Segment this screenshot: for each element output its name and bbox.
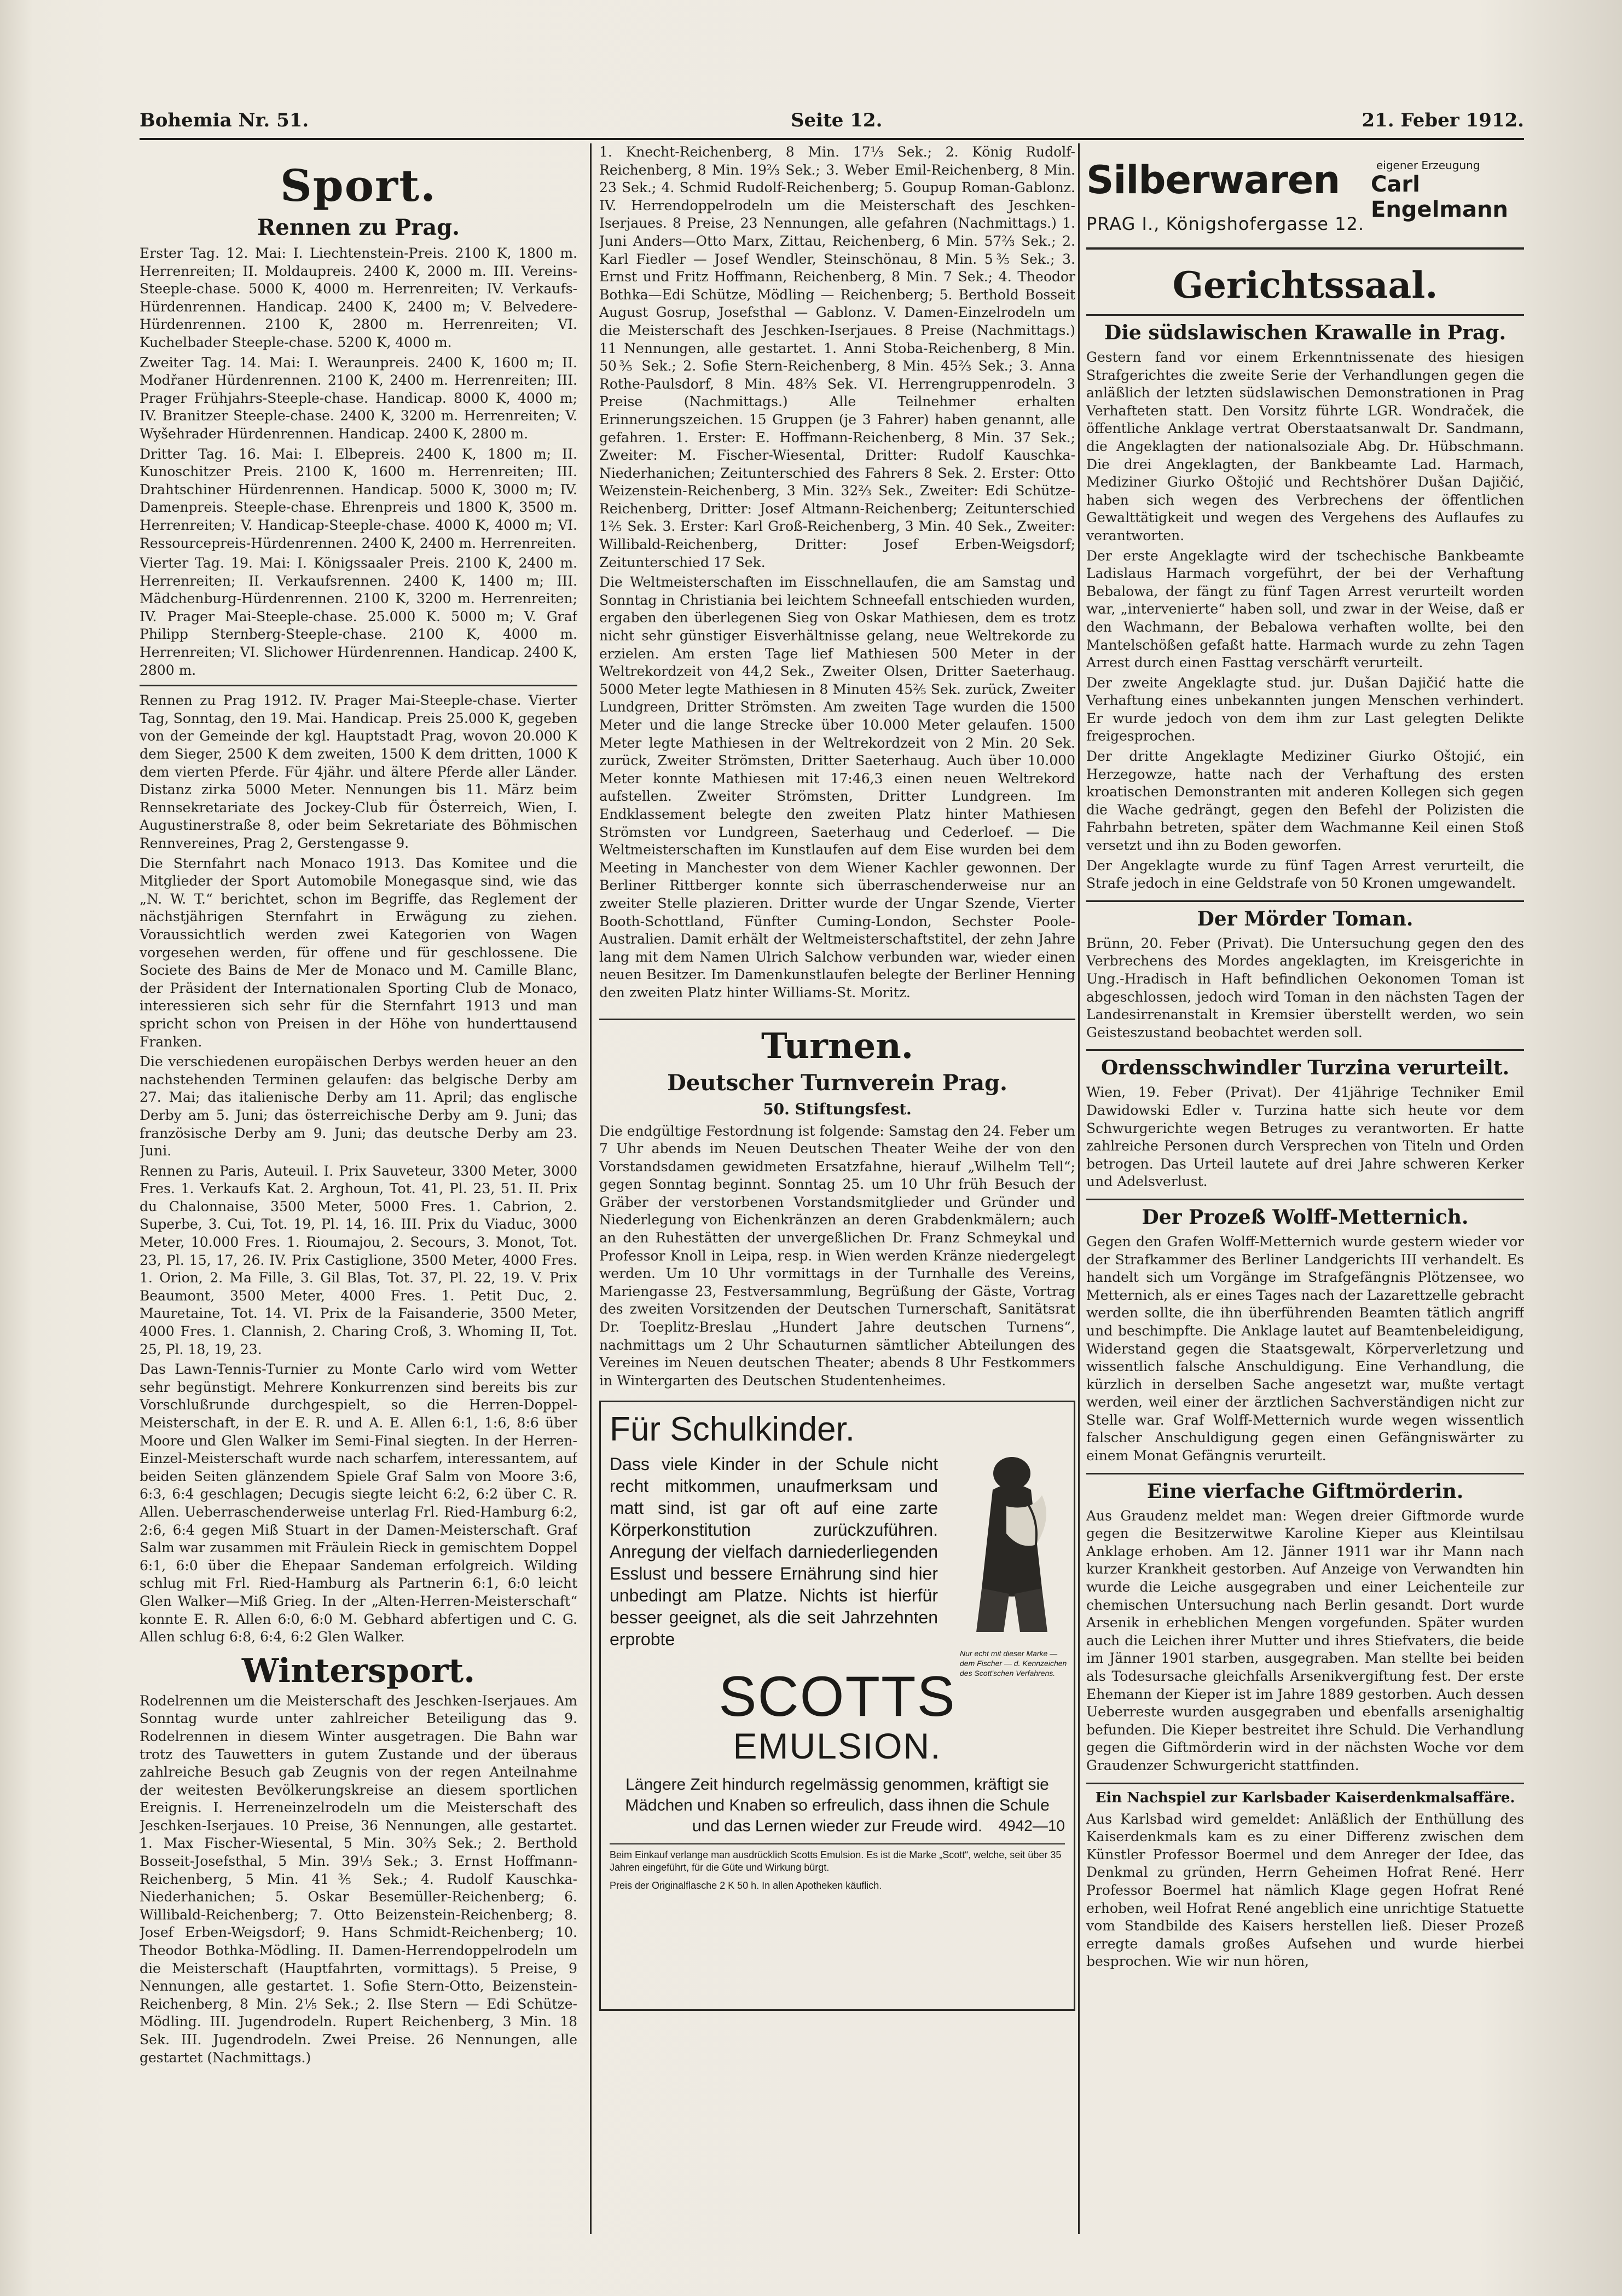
karlsbad-article: Aus Karlsbad wird gemeldet: Anläßlich der Enthüllung des Kaiserdenkmals kam es zu einer Differenz zwischen dem Künstler Professor Boermel und dem Anreger der Idee, das Denkmal zu gründen, Herrn Geheimen Hofrat René. Herr Professor Boermel hat nämlich Klage gegen Hofrat René erhoben, weil Hofrat René angeblich eine unrichtige Statuette vom Standbilde des Kaisers herstellen ließ. Dieser Prozeß erregte damals großes Aufsehen und wurde hierbei besprochen. Wie wir nun hören,: [1086, 1811, 1524, 1970]
column-court: [1086, 143, 1524, 2251]
toman-heading: Der Mörder Toman.: [1086, 900, 1524, 930]
riots-para-3: Der zweite Angeklagte stud. jur. Dušan Dajičić hatte die Verhaftung eines unbekannten jungen Menschen verhindert. Er wurde jedoch von dem ihm zur Last gelegten Delikte freigesprochen.: [1086, 674, 1524, 744]
ad-product: EMULSION.: [733, 1726, 942, 1767]
silverware-ad: [1086, 143, 1524, 250]
ad-price: Preis der Originalflasche 2 K 50 h. In allen Apotheken käuflich.: [610, 1880, 882, 1892]
silverware-address: PRAG I., Königshofergasse 12.: [1086, 213, 1365, 234]
poisoner-article: Aus Graudenz meldet man: Wegen dreier Giftmorde wurde gegen die Besitzerwitwe Karoline Kieper aus Kleintilsau Anklage erhoben. Am 12. Jänner 1911 war ihr Mann nach kurzer Krankheit gestorben. Auf Anzeige von Verwandten hin wurde die Leiche ausgegraben und einer Leichenteile zur chemischen Untersuchung nach Berlin gesandt. Dort wurde Arsenik in erheblichen Mengen vorgefunden. Später wurden auch die Leichen ihrer Mutter und ihres Stiefvaters, die beide im Jänner 1901 starben, ausgegraben. Man stellte bei beiden als Todesursache gleichfalls Arsenikvergiftung fest. Der erste Ehemann der Kieper ist im Jahre 1889 gestorben. Auch dessen Ueberreste wurden ausgegraben und ebenfalls arsenighaltig befunden. Die Kieper bestreitet ihre Schuld. Die Verhandlung gegen die Giftmörderin wird in der nächsten Woche vor dem Graudenzer Schwurgericht stattfinden.: [1086, 1507, 1524, 1773]
riots-para-5: Der Angeklagte wurde zu fünf Tagen Arrest verurteilt, die Strafe jedoch in eine Geldstrafe von 50 Kronen umgewandelt.: [1086, 857, 1524, 892]
tennis-article: Das Lawn-Tennis-Turnier zu Monte Carlo wird vom Wetter sehr begünstigt. Mehrere Konkurrenzen sind bereits bis zur Vorschlußrunde durchgespielt, so die Herren-Doppel-Meisterschaft, in der E. R. und A. E. Allen 6:1, 1:6, 8:6 über Moore und Glen Walker im Semi-Final siegten. In der Herren-Einzel-Meisterschaft wurde nach scharfem, interessantem, auf beiden Seiten glänzendem Spiele Graf Salm von Moore 3:6, 6:3, 6:4 geschlagen; Decugis siegte leicht 6:2, 6:2 über C. R. Allen. Ueberraschenderweise unterlag Frl. Ried-Hamburg 6:2, 2:6, 6:4 gegen Miß Stuart in der Damen-Meisterschaft. Graf Salm war zusammen mit Fräulein Rieck in gemischtem Doppel 6:1, 6:0 über die Ehepaar Sandeman erfolgreich. Wilding schlug mit Frl. Ried-Hamburg als Partnerin 6:1, 6:0 leicht Glen Walker—Miß Grieg. In der „Alten-Herren-Meisterschaft“ konnte E. R. Allen 6:0, 6:0 M. Gebhard abfertigen und C. G. Allen schlug 6:8, 6:4, 6:2 Glen Walker.: [140, 1361, 577, 1645]
race-day-3: Dritter Tag. 16. Mai: I. Elbepreis. 2400 K, 1800 m; II. Kunoschitzer Preis. 2100 K, 1600 m. Herrenreiten; III. Drahtschiner Hürdenrennen. Handicap. 5000 K, 3000 m; IV. Damenpreis. Steeple-chase. Ehrenpreis und 1800 K, 3500 m. Herrenreiten; V. Handicap-Steeple-chase. 4000 K, 4000 m; VI. Ressourcepreis-Hürdenrennen. 2400 K, 2400 m. Herrenreiten.: [140, 446, 577, 551]
steeplechase-article: Rennen zu Prag 1912. IV. Prager Mai-Steeple-chase. Vierter Tag, Sonntag, den 19. Mai. Handicap. Preis 25.000 K, gegeben von der Gemeinde der kgl. Hauptstadt Prag, wovon 20.000 K dem Sieger, 2500 K dem zweiten, 1500 K dem dritten, 1000 K dem vierten Pferde. Für 4jähr. und ältere Pferde aller Länder. Distanz zirka 5000 Meter. Nennungen bis 11. März beim Rennsekretariate des Jockey-Club für Österreich, Wien, I. Augustinerstraße 8, oder beim Sekretariate des Böhmischen Rennvereines, Prag 2, Gerstengasse 9.: [140, 692, 577, 851]
race-day-1: Erster Tag. 12. Mai: I. Liechtenstein-Preis. 2100 K, 1800 m. Herrenreiten; II. Moldaupreis. 2400 K, 2000 m. III. Vereins-Steeple-chase. 5000 K, 4000 m. Herrenreiten; IV. Verkaufs-Hürdenrennen. Handicap. 2400 K, 2400 m; V. Belvedere-Hürdenrennen. 2100 K, 2800 m. Herrenreiten; VI. Kuchelbader Steeple-chase. 5200 K, 4000 m.: [140, 245, 577, 350]
turzina-article: Wien, 19. Feber (Privat). Der 41jährige Techniker Emil Dawidowski Edler v. Turzina hatte sich heute vor dem Schwurgerichte wegen Betruges zu verantworten. Er hatte zahlreiche Personen durch Versprechen von Titeln und Orden betrogen. Das Urteil lautete auf drei Jahre schweren Kerker und Adelsverlust.: [1086, 1084, 1524, 1190]
ad-title: Für Schulkinder.: [610, 1410, 855, 1449]
page-header: [140, 109, 1524, 142]
header-date: 21. Feber 1912.: [1362, 109, 1524, 131]
paris-racing-article: Rennen zu Paris, Auteuil. I. Prix Sauveteur, 3300 Meter, 3000 Fres. 1. Verkaufs Kat. 2. Arghoun, Tot. 41, Pl. 23, 51. II. Prix du Chalonnaise, 3500 Meter, 5000 Fres. 1. Cabrion, 2. Superbe, 3. Cui, Tot. 19, Pl. 14, 16. III. Prix du Viaduc, 3000 Meter, 10.000 Fres. 1. Rioumajou, 2. Secours, 3. Monot, Tot. 23, Pl. 15, 17, 26. IV. Prix Castiglione, 3500 Meter, 4000 Fres. 1. Orion, 2. Ma Fille, 3. Gil Blas, Tot. 37, Pl. 22, 19. V. Prix Beaumont, 3500 Meter, 4000 Fres. 1. Petit Duc, 2. Mauretaine, Tot. 14. VI. Prix de la Faisanderie, 3500 Meter, 4000 Fres. 1. Clannish, 2. Charing Croß, 3. Whoming II, Tot. 25, Pl. 18, 19, 23.: [140, 1163, 577, 1357]
turnverein-heading: Deutscher Turnverein Prag.: [667, 1069, 1007, 1096]
ad-caption: Nur echt mit dieser Marke — dem Fischer — d. Kennzeichen des Scott'schen Verfahrens.: [960, 1649, 1067, 1678]
karlsbad-heading: Ein Nachspiel zur Karlsbader Kaiserdenkmalsaffäre.: [1086, 1783, 1524, 1806]
metternich-heading: Der Prozeß Wolff-Metternich.: [1086, 1199, 1524, 1229]
fisherman-icon: [960, 1446, 1064, 1643]
sledding-article: Rodelrennen um die Meisterschaft des Jeschken-Iserjaues. Am Sonntag wurde unter zahlreicher Beteiligung das 9. Rodelrennen in diesem Winter ausgetragen. Die Bahn war trotz des Tauwetters in gutem Zustande und der überaus zahlreiche Besuch gab Zeugnis von der regen Anteilnahme der weitesten Bevölkerungskreise an diesem sportlichen Ereignis. I. Herreneinzelrodeln um die Meisterschaft des Jeschken-Iserjaues. 10 Preise, 36 Nennungen, alle gestartet. 1. Max Fischer-Wiesental, 5 Min. 30⅔ Sek.; 2. Berthold Bosseit-Josefsthal, 5 Min. 39⅓ Sek.; 3. Ernst Hoffmann-Reichenberg, 5 Min. 41⅗ Sek.; 4. Rudolf Kauschka-Niederhanichen; 5. Oskar Besemüller-Reichenberg; 6. Willibald-Reichenberg; 7. Otto Beizenstein-Reichenberg; 8. Josef Erben-Weigsdorf; 9. Hans Schmidt-Reichenberg; 10. Theodor Bothka-Mödling. II. Damen-Herrendoppelrodeln um die Meisterschaft (Hauptfahrten, vormittags). 5 Preise, 9 Nennungen, alle gestartet. 1. Sofie Stern-Otto, Beizenstein-Reichenberg, 8 Min. 2⅕ Sek.; 2. Ilse Stern — Edi Schütze-Mödling. III. Jugendrodeln. Rupert Reichenberg, 3 Min. 18 Sek. III. Jugendrodeln. Zwei Preise. 26 Nennungen, alle gestartet (Nachmittags.): [140, 1692, 577, 2066]
turzina-heading: Ordensschwindler Turzina verurteilt.: [1086, 1049, 1524, 1079]
riots-para-4: Der dritte Angeklagte Mediziner Giurko Oštojić, ein Herzegowze, hatte nach der Verhaftung des ersten kroatischen Demonstranten mit anderen Kollegen sich gegen die Wache gedrängt, gegen den Befehl der Polizisten die Fahrbahn betreten, später dem Wachmanne Keil einen Stoß versetzt und ihn zu Boden geworfen.: [1086, 748, 1524, 854]
silverware-subtitle: eigener Erzeugung: [1376, 159, 1480, 172]
race-day-2: Zweiter Tag. 14. Mai: I. Weraunpreis. 2400 K, 1600 m; II. Modřaner Hürdenrennen. 2100 K, 2400 m. Herrenreiten; III. Prager Frühjahrs-Steeple-chase. Handicap. 8000 K, 4000 m; IV. Branitzer Steeple-chase. 2400 K, 3200 m. Herrenreiten; V. Wyšehrader Hürdenrennen. Handicap. 2400 K, 2800 m.: [140, 354, 577, 442]
derby-article: Die verschiedenen europäischen Derbys werden heuer an den nachstehenden Terminen gelaufen: das belgische Derby am 27. Mai; das italienische Derby am 11. April; das englische Derby am 5. Juni; das österreichische Derby am 9. Juni; das französische Derby am 9. Juni; das deutsche Derby am 23. Juni.: [140, 1054, 577, 1159]
skating-article: Die Weltmeisterschaften im Eisschnellaufen, die am Samstag und Sonntag in Christiania bei leichtem Schneefall entschieden wurden, ergaben den überlegenen Sieg von Oskar Mathiesen, dem es trotz nicht sehr günstiger Eisverhältnisse gelang, neue Weltrekorde zu erzielen. Am ersten Tage lief Mathiesen 500 Meter in der Weltrekordzeit von 44,2 Sek., Zweiter Olsen, Dritter Saeterhaug. 5000 Meter legte Mathiesen in 8 Minuten 45⅖ Sek. zurück, Zweiter Lundgreen, Dritter Strömsten. Am zweiten Tage wurden die 1500 Meter und die lange Strecke über 10.000 Meter gelaufen. 1500 Meter legte Mathiesen in der Weltrekordzeit von 2 Min. 20 Sek. zurück, Zweiter Strömsten, Dritter Saeterhaug. Auch über 10.000 Meter konnte Mathiesen mit 17:46,3 einen neuen Weltrekord aufstellen. Zweiter Strömsten, Dritter Lundgreen. Im Endklassement belegte den zweiten Platz hinter Mathiesen Strömsten vor Lundgreen, Saeterhaug und Cederloef. — Die Weltmeisterschaften im Kunstlaufen auf dem Eise wurden bei dem Meeting in Manchester von dem Wiener Kachler gewonnen. Der Berliner Rittberger konnte sich überraschenderweise nur an zweiter Stelle plazieren. Dritter wurde der Ungar Szende, Vierter Booth-Schottland, Fünfter Cuming-London, Sechster Poole-Australien. Damit erhält der Weltmeisterschaftstitel, der zehn Jahre lang mit dem Namen Ulrich Salchow verbunden war, wieder einen neuen Besitzer. Im Damenkunstlaufen belegte der Berliner Henning den zweiten Platz hinter Williams-St. Moritz.: [599, 574, 1075, 1000]
ad-brand: SCOTTS: [719, 1665, 956, 1729]
racing-prague-heading: Rennen zu Prag.: [257, 215, 460, 240]
ad-bottom-text: Längere Zeit hindurch regelmässig genommen, kräftigt sie Mädchen und Knaben so erfreulich, dass ihnen die Schule und das Lernen wieder zur Freude wird.: [625, 1776, 1050, 1836]
court-title: Gerichtssaal.: [1172, 264, 1438, 306]
scotts-emulsion-ad: [599, 1401, 1075, 2011]
turnen-title: Turnen.: [599, 1019, 1075, 1067]
column-rule-2: [1078, 143, 1080, 2234]
wintersport-title: Wintersport.: [241, 1651, 476, 1690]
header-issue: Bohemia Nr. 51.: [140, 109, 309, 131]
metternich-article: Gegen den Grafen Wolff-Metternich wurde gestern wieder vor der Strafkammer des Berliner Landgerichts III verhandelt. Es handelt sich um Vorgänge im Strafgefängnis Plötzensee, wo Metternich, als er eines Tages nach der Lazarettzelle gebracht werden sollte, die ihn überführenden Beamten tätlich angriff und beschimpfte. Die Anklage lautet auf Beamtenbeleidigung, Widerstand gegen die Staatsgewalt, Körperverletzung und wissentlich falsche Anschuldigung. Eine Verhandlung, die kürzlich in derselben Sache angesetzt war, mußte vertagt werden, weil einer der ärztlichen Sachverständigen nicht zur Stelle war. Graf Wolff-Metternich wurde wegen wissentlich falscher Anschuldigung gegen einen Gefängniswärter zu einem Monat Gefängnis verurteilt.: [1086, 1233, 1524, 1464]
riots-heading: Die südslawischen Krawalle in Prag.: [1086, 314, 1524, 344]
ad-body: Dass viele Kinder in der Schule nicht recht mitkommen, unaufmerksam und matt sind, ist gar oft auf eine zarte Körperkonstitution zurückzuführen. Anregung der vielfach darniederliegenden Esslust und bessere Ernährung sind hier unbedingt am Platze. Nichts ist hierfür besser geeignet, als die seit Jahrzehnten erprobte: [610, 1454, 938, 1650]
sport-title: Sport.: [280, 160, 437, 211]
stiftungsfest-heading: 50. Stiftungsfest.: [763, 1100, 912, 1118]
ad-code: 4942—10: [998, 1817, 1065, 1835]
ad-fine-print: Beim Einkauf verlange man ausdrücklich Scotts Emulsion. Es ist die Marke „Scott“, welche, seit über 35 Jahren eingeführt, für die Güte und Wirkung bürgt.: [610, 1843, 1065, 1874]
riots-para-2: Der erste Angeklagte wird der tschechische Bankbeamte Ladislaus Harmach vorgeführt, der bei der Verhaftung Bebalowa, der fängt zu fünf Tagen Arrest verurteilt worden war, „intervenierte“ haben soll, und zwar in der Weise, daß er den Wachmann, der Bebalowa verhaften wollte, bei den Mantelschößen gefaßt hatte. Harmach wurde zu zehn Tagen Arrest durch einen Fasttag verschärft verurteilt.: [1086, 547, 1524, 671]
header-page-number: Seite 12.: [791, 109, 883, 131]
column-sport: [140, 143, 577, 2251]
sledding-results: 1. Knecht-Reichenberg, 8 Min. 17⅓ Sek.; 2. König Rudolf-Reichenberg, 8 Min. 19⅔ Sek.; 3. Weber Emil-Reichenberg, 8 Min. 23 Sek.; 4. Schmid Rudolf-Reichenberg; 5. Goupup Roman-Gablonz. IV. Herrendoppelrodeln um die Meisterschaft des Jeschken-Iserjaues. 8 Preise, 23 Nennungen, alle gefahren (Nachmittags.) 1. Juni Anders—Otto Marx, Zittau, Reichenberg, 6 Min. 57⅔ Sek.; 2. Karl Fiedler — Josef Wendler, Steinschönau, 8 Min. 5⅗ Sek.; 3. Ernst und Fritz Hoffmann, Reichenberg, 8 Min. 7 Sek.; 4. Theodor Bothka—Edi Schütze, Mödling — Reichenberg; 5. Berthold Bosseit August Gosrup, Josefsthal — Gablonz. V. Damen-Einzelrodeln um die Meisterschaft des Jeschken-Iserjaues. 8 Preise (Nachmittags.) 11 Nennungen, alle gestartet. 1. Anni Stoba-Reichenberg, 8 Min. 50⅗ Sek.; 2. Sofie Stern-Reichenberg, 8 Min. 45⅔ Sek.; 3. Anna Rothe-Paulsdorf, 8 Min. 48⅔ Sek. VI. Herrengruppenrodeln. 3 Preise (Nachmittags.) Alle Teilnehmer erhalten Erinnerungszeichen. 15 Gruppen (je 3 Fahrer) haben genannt, alle gefahren. 1. Erster: E. Hoffmann-Reichenberg, 8 Min. 37 Sek.; Zweiter: M. Fischer-Wiesental, Dritter: Rudolf Kauschka-Niederhanichen; Zeitunterschied des Fahrers 8 Sek. 2. Erster: Otto Weizenstein-Reichenberg, 3 Min. 32⅔ Sek., Zweiter: Edi Schütze-Reichenberg, Dritter: Josef Altmann-Reichenberg; Zeitunterschied 1⅖ Sek. 3. Erster: Karl Groß-Reichenberg, 3 Min. 40 Sek., Zweiter: Willibald-Reichenberg, Dritter: Josef Erben-Weigsdorf; Zeitunterschied 17 Sek.: [599, 144, 1075, 570]
divider: [140, 685, 577, 686]
silverware-title: Silberwaren: [1086, 158, 1340, 203]
festival-program: Die endgültige Festordnung ist folgende: Samstag den 24. Feber um 7 Uhr abends im Neuen Deutschen Theater Weihe der von den Vorstandsdamen gewidmeten Ersatzfahne, hierauf „Wilhelm Tell“; gegen Sonntag beginnt. Sonntag 25. um 10 Uhr früh Besuch der Gräber der verstorbenen Vorstandsmitglieder und Gründer und Niederlegung von Eichenkränzen an deren Grabdenkmälern; auch an den Ruhestätten der unvergeßlichen Dr. Franz Schmeykal und Professor Knoll in Leipa, resp. in Wien werden Kränze niedergelegt werden. Um 10 Uhr vormittags in der Turnhalle des Vereins, Mariengasse 23, Festversammlung, Begrüßung der Gäste, Vortrag des zweiten Vorsitzenden der Deutschen Turnerschaft, Sanitätsrat Dr. Toeplitz-Breslau „Hundert Jahre deutschen Turnens“, nachmittags um 2 Uhr Schauturnen sämtlicher Abteilungen des Vereines im Neuen deutschen Theater; abends 8 Uhr Festkommers in Wintergarten des Deutschen Studentenheimes.: [599, 1123, 1075, 1389]
column-rule-1: [590, 143, 592, 2234]
race-day-4: Vierter Tag. 19. Mai: I. Königssaaler Preis. 2100 K, 2400 m. Herrenreiten; II. Verkaufsrennen. 2400 K, 1400 m; III. Mädchenburg-Hürdenrennen. 2100 K, 3200 m. Herrenreiten; IV. Prager Mai-Steeple-chase. 25.000 K. 5000 m; V. Graf Philipp Sternberg-Steeple-chase. 2100 K, 4000 m. Herrenreiten; VI. Slichower Hürdenrennen. Handicap. 2400 K, 2800 m.: [140, 555, 577, 678]
toman-article: Brünn, 20. Feber (Privat). Die Untersuchung gegen den des Verbrechens des Mordes angeklagten, im Kreisgerichte in Ung.-Hradisch in Haft befindlichen Oekonomen Toman ist abgeschlossen, jedoch wird Toman in den nächsten Tagen der Landesirrenanstalt in Kremsier überstellt werden, wo sein Geisteszustand beobachtet werden soll.: [1086, 935, 1524, 1040]
column-middle: [599, 143, 1075, 2251]
riots-para-1: Gestern fand vor einem Erkenntnissenate des hiesigen Strafgerichtes die zweite Serie der Verhandlungen gegen die anläßlich der letzten südslawischen Demonstrationen in Prag Verhafteten statt. Den Vorsitz führte LGR. Wondraček, die öffentliche Anklage vertrat Oberstaatsanwalt Dr. Sandmann, die Angeklagten der nationalsoziale Abg. Dr. Hübschmann. Die drei Angeklagten, der Bankbeamte Lad. Harmach, Mediziner Giurko Oštojić und Rechtshörer Dušan Dajičić, haben sich wegen des Verbrechens der öffentlichen Gewalttätigkeit und wegen des Vergehens des Auflaufes zu verantworten.: [1086, 349, 1524, 543]
poisoner-heading: Eine vierfache Giftmörderin.: [1086, 1473, 1524, 1503]
monaco-article: Die Sternfahrt nach Monaco 1913. Das Komitee und die Mitglieder der Sport Automobile Monegasque sind, wie das „N. W. T.“ berichtet, schon im Begriffe, das Reglement der nächstjährigen Sternfahrt in Erwägung zu ziehen. Voraussichtlich werden zwei Kategorien von Wagen vorgesehen werden, für offene und für geschlossene. Die Societe des Bains de Mer de Monaco und M. Camille Blanc, der Präsident der Internationalen Sporting Club de Monaco, interessieren sich sehr für die Sternfahrt 1913 und man spricht schon von Preisen in der Höhe von hunderttausend Franken.: [140, 855, 577, 1050]
silverware-company: Carl Engelmann: [1371, 172, 1508, 222]
header-rule: [140, 138, 1524, 140]
